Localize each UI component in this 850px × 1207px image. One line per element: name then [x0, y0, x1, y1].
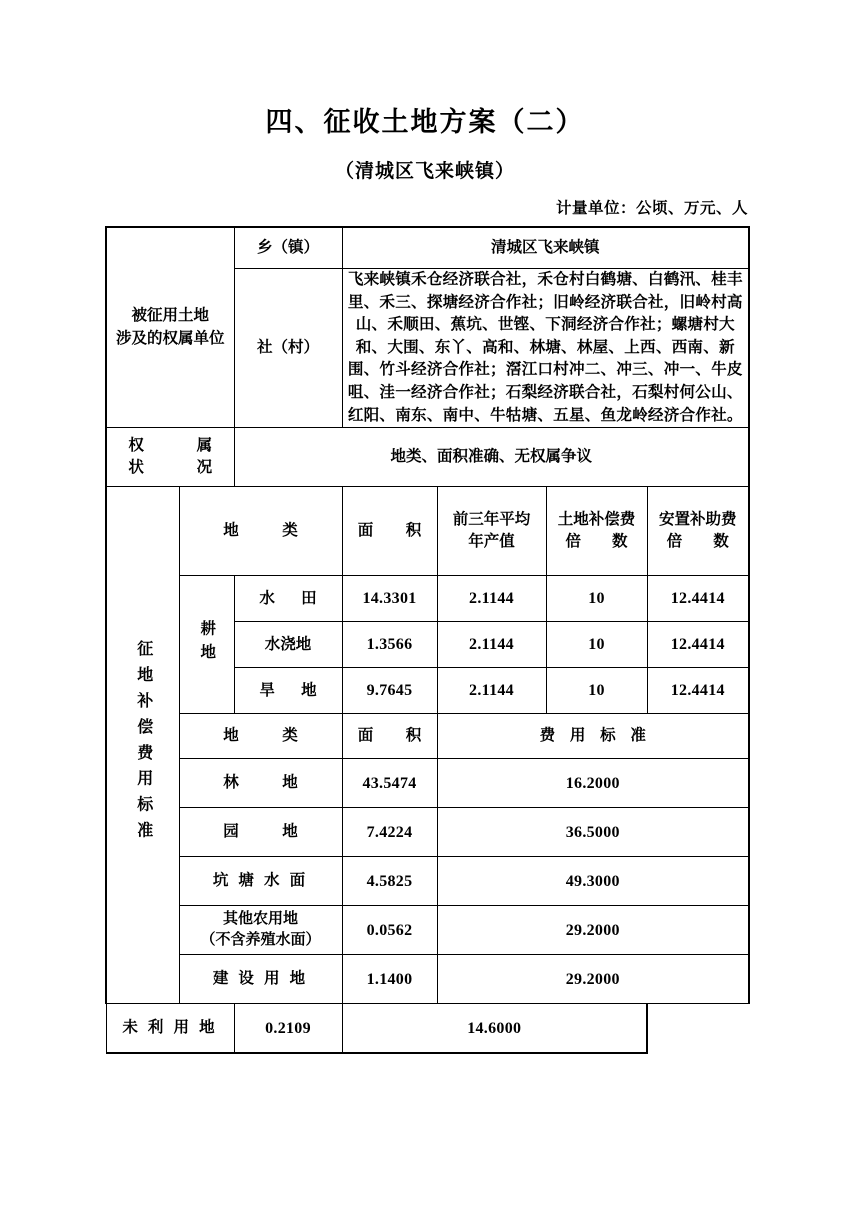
area-cell: 9.7645 — [342, 668, 437, 714]
header-land-compensation-line1: 土地补偿费 — [557, 510, 636, 528]
table-row-township — [106, 227, 749, 269]
area-cell: 1.1400 — [342, 955, 437, 1004]
table-row — [106, 1004, 749, 1054]
header-area-upper: 面 积 — [342, 487, 437, 576]
land-type-cell: 未 利 用 地 — [106, 1004, 234, 1054]
page-subtitle: （清城区飞来峡镇） — [334, 161, 515, 182]
land-compensation-multiple-cell: 10 — [546, 668, 647, 714]
land-type-cell-line2: （不含养殖水面） — [200, 932, 321, 949]
area-cell: 4.5825 — [342, 857, 437, 906]
land-type-cell — [179, 906, 342, 955]
fee-standard-cell: 29.2000 — [437, 906, 749, 955]
table-row — [106, 906, 749, 955]
header-land-compensation-line2: 倍 数 — [565, 533, 628, 551]
area-cell: 43.5474 — [342, 759, 437, 808]
land-requisition-table — [105, 226, 750, 1054]
land-type-cell: 坑 塘 水 面 — [179, 857, 342, 906]
avg-annual-value-cell: 2.1144 — [437, 576, 546, 622]
cultivated-land-group-label — [179, 576, 234, 714]
units-note: 计量单位：公顷、万元、人 — [555, 200, 748, 217]
table-row — [106, 857, 749, 906]
land-compensation-multiple-cell: 10 — [546, 576, 647, 622]
fee-standard-cell: 14.6000 — [342, 1004, 647, 1054]
land-type-cell: 水浇地 — [234, 622, 342, 668]
header-avg-annual-value — [437, 487, 546, 576]
owner-unit-label — [106, 227, 234, 428]
header-area-lower: 面 积 — [342, 714, 437, 759]
header-fee-standard: 费 用 标 准 — [437, 714, 749, 759]
land-compensation-multiple-cell: 10 — [546, 622, 647, 668]
header-resettlement-subsidy-line1: 安置补助费 — [659, 510, 737, 528]
area-cell: 7.4224 — [342, 808, 437, 857]
ownership-status-value: 地类、面积准确、无权属争议 — [234, 428, 749, 487]
land-type-cell: 旱 地 — [234, 668, 342, 714]
township-value: 清城区飞来峡镇 — [342, 227, 749, 269]
compensation-vertical-label-text: 征地补偿费用标准 — [134, 639, 152, 848]
owner-unit-label-line1: 被征用土地 — [131, 307, 210, 325]
land-type-cell: 建 设 用 地 — [179, 955, 342, 1004]
owner-unit-label-line2: 涉及的权属单位 — [116, 329, 225, 347]
header-land-type-upper: 地 类 — [179, 487, 342, 576]
avg-annual-value-cell: 2.1144 — [437, 668, 546, 714]
resettlement-multiple-cell: 12.4414 — [647, 576, 749, 622]
header-land-type-lower: 地 类 — [179, 714, 342, 759]
header-avg-annual-value-line2: 年产值 — [468, 533, 515, 551]
area-cell: 1.3566 — [342, 622, 437, 668]
village-label: 社（村） — [234, 269, 342, 428]
land-type-cell-line1: 其他农用地 — [223, 910, 299, 927]
header-avg-annual-value-line1: 前三年平均 — [452, 510, 531, 528]
header-resettlement-subsidy-line2: 倍 数 — [666, 533, 729, 551]
fee-standard-cell: 49.3000 — [437, 857, 749, 906]
village-value: 飞来峡镇禾仓经济联合社，禾仓村白鹤塘、白鹤汛、桂丰里、禾三、探塘经济合作社；旧岭经济联合社，旧岭村高山、禾顺田、蕉坑、世铿、下洞经济合作社；螺塘村大和、大围、东丫、高和、林塘、林屋、上西、西南、新围、竹斗经济合作社；滘江口村冲二、冲三、冲一、牛皮咀、洼一经济合作社；石梨经济联合社，石梨村何公山、红阳、南东、南中、牛牯塘、五星、鱼龙岭经济合作社。 — [342, 269, 749, 428]
township-label: 乡（镇） — [234, 227, 342, 269]
fee-standard-cell: 36.5000 — [437, 808, 749, 857]
table-row-fee-header — [106, 714, 749, 759]
table-row — [106, 955, 749, 1004]
resettlement-multiple-cell: 12.4414 — [647, 622, 749, 668]
cultivated-land-group-label-text: 耕地 — [198, 619, 216, 667]
ownership-status-label-line2: 状 况 — [128, 459, 231, 477]
table-row — [106, 808, 749, 857]
fee-standard-cell: 16.2000 — [437, 759, 749, 808]
ownership-status-label-line1: 权 属 — [128, 436, 231, 454]
land-type-cell: 水 田 — [234, 576, 342, 622]
area-cell: 0.0562 — [342, 906, 437, 955]
table-row-ownership-status — [106, 428, 749, 487]
land-type-cell: 园 地 — [179, 808, 342, 857]
page-title: 四、征收土地方案（二） — [265, 107, 585, 137]
table-row — [106, 576, 749, 622]
resettlement-multiple-cell: 12.4414 — [647, 668, 749, 714]
fee-standard-cell: 29.2000 — [437, 955, 749, 1004]
table-row — [106, 759, 749, 808]
ownership-status-label — [106, 428, 234, 487]
area-cell: 0.2109 — [234, 1004, 342, 1054]
compensation-vertical-label — [106, 487, 179, 1004]
area-cell: 14.3301 — [342, 576, 437, 622]
header-land-compensation — [546, 487, 647, 576]
header-resettlement-subsidy — [647, 487, 749, 576]
table-row-compensation-header — [106, 487, 749, 576]
avg-annual-value-cell: 2.1144 — [437, 622, 546, 668]
land-type-cell: 林 地 — [179, 759, 342, 808]
